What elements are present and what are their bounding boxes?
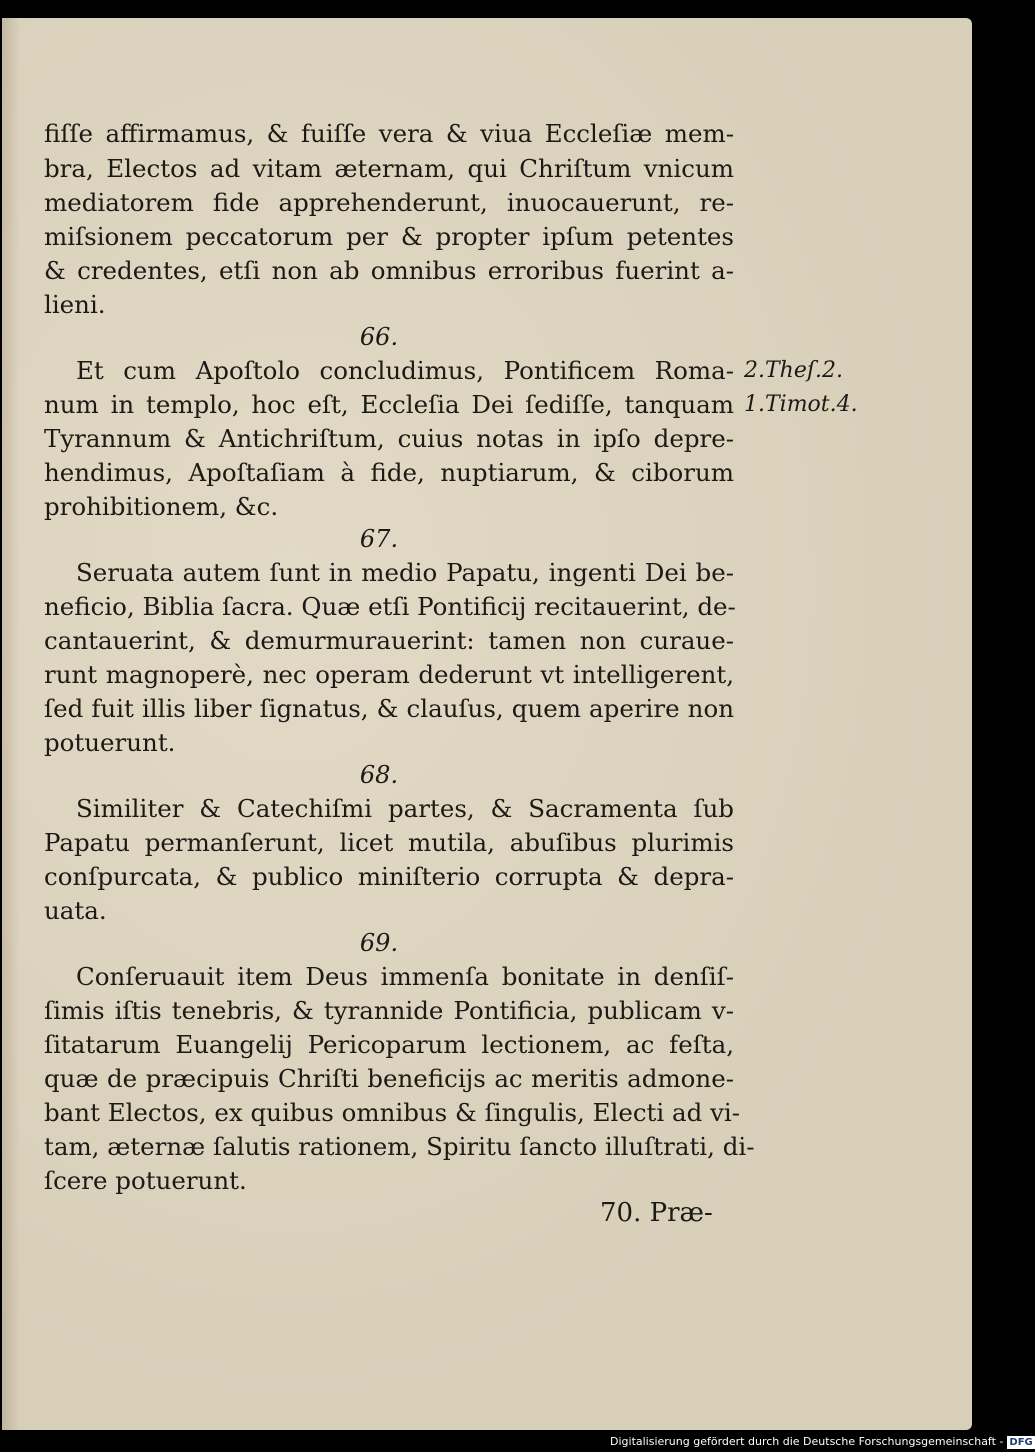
dfg-logo: DFG (1009, 1436, 1033, 1448)
book-page (2, 18, 972, 1430)
text-line: cantauerint, & demurmurauerint: tamen non curaue‑ (44, 626, 734, 655)
text-line: potuerunt. (44, 728, 176, 757)
text-line: bant Electos, ex quibus omnibus & ſingulis, Electi ad vi‑ (44, 1098, 741, 1127)
section-number: 69. (359, 929, 399, 957)
text-line: ſitatarum Euangelij Pericoparum lectionem, ac feſta, (44, 1030, 734, 1059)
catchword: 70. Præ‑ (600, 1198, 713, 1228)
credit-text: Digitalisierung gefördert durch die Deutsche Forschungsgemeinschaft - (610, 1435, 1004, 1448)
text-line: bra, Electos ad vitam æternam, qui Chriſtum vnicum (44, 154, 734, 183)
margin-note: 2.Theſ.2. (744, 358, 843, 383)
text-line: neficio, Biblia ſacra. Quæ etſi Pontificij recitauerint, de‑ (44, 592, 736, 621)
text-line: hendimus, Apoſtaſiam à fide, nuptiarum, & ciborum (44, 458, 734, 487)
text-line: quæ de præcipuis Chriſti beneficijs ac meritis admone‑ (44, 1064, 734, 1093)
text-line: Et cum Apoſtolo concludimus, Pontificem Roma‑ (76, 356, 734, 385)
text-line: Seruata autem ſunt in medio Papatu, ingenti Dei be‑ (76, 558, 734, 587)
text-line: ſcere potuerunt. (44, 1166, 247, 1195)
text-line: ſed fuit illis liber ſignatus, & clauſus, quem aperire non (44, 694, 734, 723)
text-line: conſpurcata, & publico miniſterio corrupta & depra‑ (44, 862, 734, 891)
text-line: lieni. (44, 290, 106, 319)
text-line: Conſeruauit item Deus immenſa bonitate in denſiſ‑ (76, 962, 734, 991)
text-line: prohibitionem, &c. (44, 492, 279, 521)
text-line: mediatorem fide apprehenderunt, inuocauerunt, re‑ (44, 188, 734, 217)
margin-note: 1.Timot.4. (744, 392, 858, 417)
text-line: ſimis iſtis tenebris, & tyrannide Pontificia, publicam v‑ (44, 996, 734, 1025)
text-line: num in templo, hoc eſt, Eccleſia Dei ſediſſe, tanquam (44, 390, 734, 419)
digitization-credit (610, 1432, 1035, 1452)
text-line: Similiter & Catechiſmi partes, & Sacramenta ſub (76, 794, 734, 823)
text-line: fiſſe affirmamus, & fuiſſe vera & viua Eccleſiæ mem‑ (44, 119, 734, 148)
text-line: Papatu permanſerunt, licet mutila, abuſibus plurimis (44, 828, 734, 857)
text-line: & credentes, etſi non ab omnibus erroribus fuerint a‑ (44, 256, 734, 285)
section-number: 66. (359, 323, 399, 351)
text-line: Tyrannum & Antichriſtum, cuius notas in ipſo depre‑ (44, 424, 734, 453)
text-line: tam, æternæ ſalutis rationem, Spiritu ſancto illuſtrati, di‑ (44, 1132, 755, 1161)
section-number: 68. (359, 761, 399, 789)
text-line: runt magnoperè, nec operam dederunt vt intelligerent, (44, 660, 734, 689)
section-number: 67. (359, 525, 399, 553)
text-line: uata. (44, 896, 107, 925)
text-line: miſsionem peccatorum per & propter ipſum petentes (44, 222, 734, 251)
